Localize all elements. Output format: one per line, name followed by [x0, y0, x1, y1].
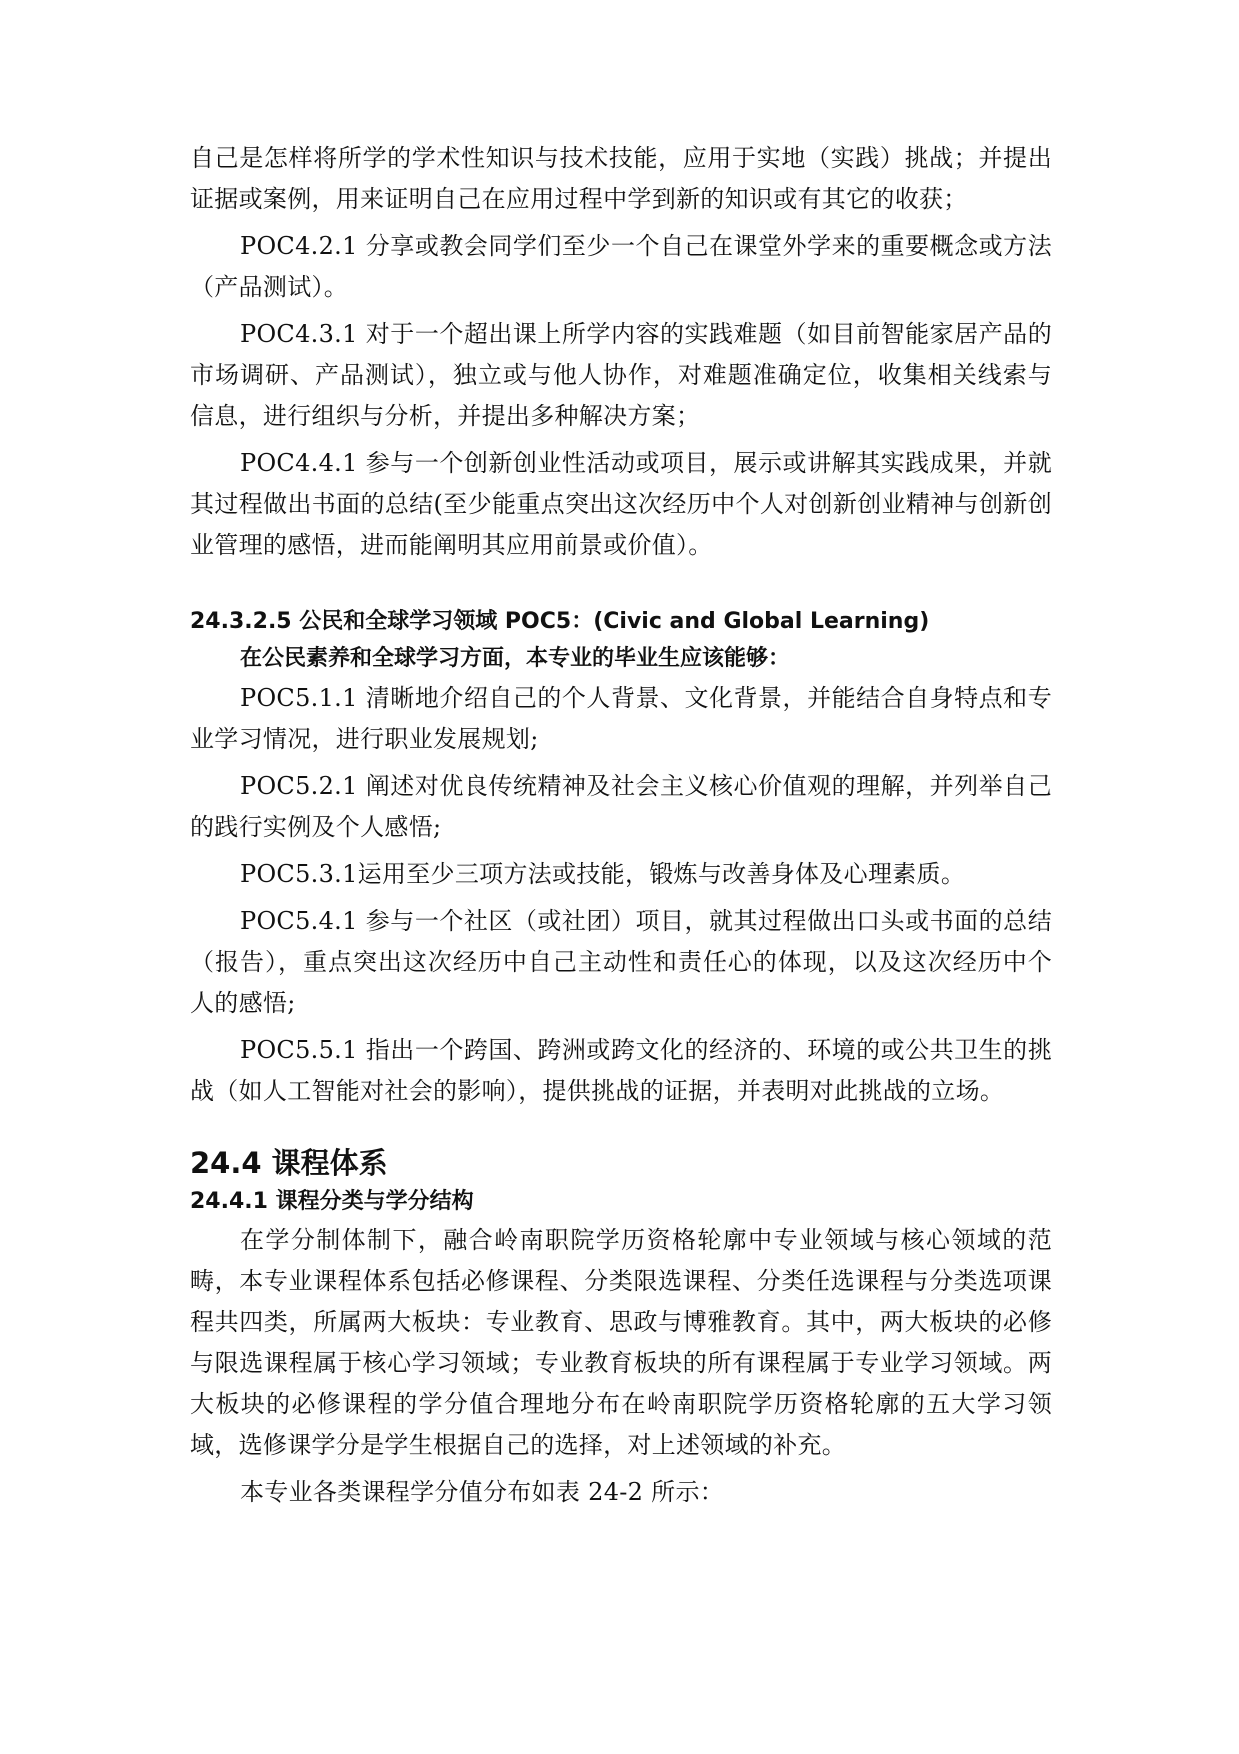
section-intro-poc5: 在公民素养和全球学习方面，本专业的毕业生应该能够： — [240, 646, 791, 671]
paragraph-poc4-2-1: POC4.2.1 分享或教会同学们至少一个自己在课堂外学来的重要概念或方法（产品测试）。 — [190, 232, 1052, 301]
paragraph-poc5-4-1: POC5.4.1 参与一个社区（或社团）项目，就其过程做出口头或书面的总结（报告），重点突出这次经历中自己主动性和责任心的体现，以及这次经历中个人的感悟; — [190, 907, 1052, 1017]
paragraph-poc5-3-1: POC5.3.1运用至少三项方法或技能，锻炼与改善身体及心理素质。 — [240, 860, 966, 888]
paragraph-course-structure: 在学分制体制下，融合岭南职院学历资格轮廓中专业领域与核心领域的范畴，本专业课程体系包括必修课程、分类限选课程、分类任选课程与分类选项课程共四类，所属两大板块：专业教育、思政与博雅教育。其中，两大板块的必修与限选课程属于核心学习领域；专业教育板块的所有课程属于专业学习领域。两大板块的必修课程的学分值合理地分布在岭南职院学历资格轮廓的五大学习领域，选修课学分是学生根据自己的选择，对上述领域的补充。 — [190, 1226, 1052, 1459]
section-heading-24-4: 24.4 课程体系 — [190, 1146, 388, 1180]
subsection-heading-24-4-1: 24.4.1 课程分类与学分结构 — [190, 1189, 474, 1214]
paragraph-poc4-3-1: POC4.3.1 对于一个超出课上所学内容的实践难题（如目前智能家居产品的市场调研、产品测试），独立或与他人协作，对难题准确定位，收集相关线索与信息，进行组织与分析，并提出多种解决方案； — [190, 320, 1052, 430]
section-heading-poc5: 24.3.2.5 公民和全球学习领域 POC5：(Civic and Global Learning) — [190, 609, 930, 634]
page-content — [190, 138, 1052, 1513]
paragraph-poc5-1-1: POC5.1.1 清晰地介绍自己的个人背景、文化背景，并能结合自身特点和专业学习情况，进行职业发展规划; — [190, 684, 1052, 753]
paragraph-poc5-5-1: POC5.5.1 指出一个跨国、跨洲或跨文化的经济的、环境的或公共卫生的挑战（如人工智能对社会的影响），提供挑战的证据，并表明对此挑战的立场。 — [190, 1036, 1052, 1105]
paragraph-poc5-2-1: POC5.2.1 阐述对优良传统精神及社会主义核心价值观的理解，并列举自己的践行实例及个人感悟; — [190, 772, 1052, 841]
paragraph-table-reference: 本专业各类课程学分值分布如表 24-2 所示： — [240, 1478, 725, 1506]
paragraph-poc4-4-1: POC4.4.1 参与一个创新创业性活动或项目，展示或讲解其实践成果，并就其过程做出书面的总结(至少能重点突出这次经历中个人对创新创业精神与创新创业管理的感悟，进而能阐明其应用前景或价值）。 — [190, 449, 1052, 559]
paragraph-continuation: 自己是怎样将所学的学术性知识与技术技能，应用于实地（实践）挑战；并提出证据或案例，用来证明自己在应用过程中学到新的知识或有其它的收获； — [190, 144, 1052, 213]
